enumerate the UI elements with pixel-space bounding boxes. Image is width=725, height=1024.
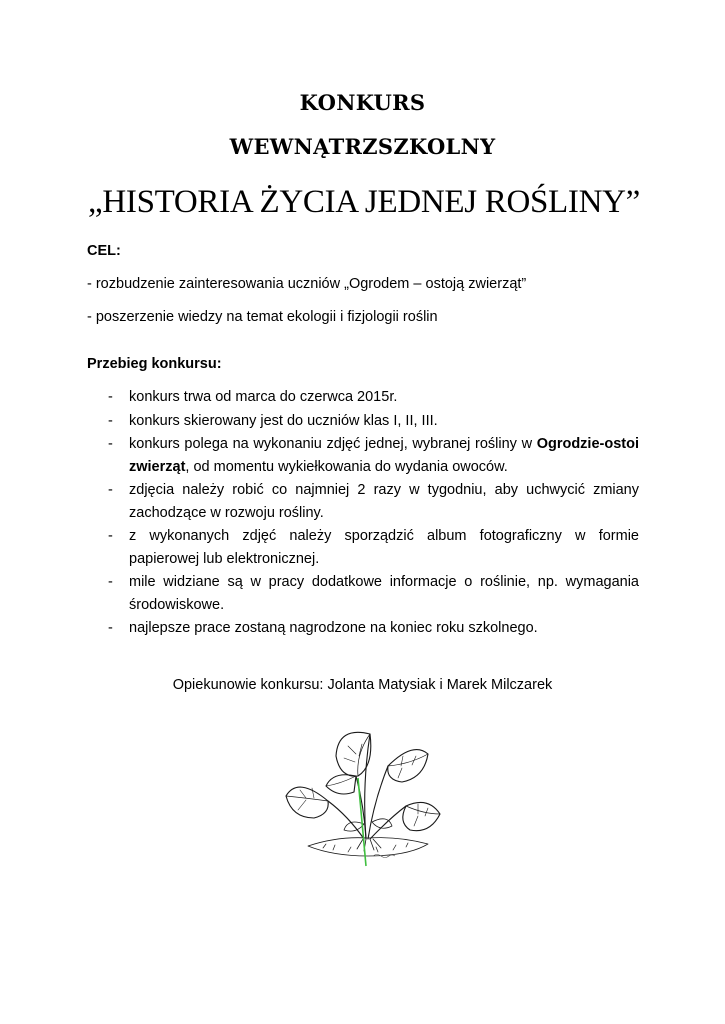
competition-caretakers: Opiekunowie konkursu: Jolanta Matysiak i Marek Milczarek [172, 677, 553, 693]
course-rules-list [87, 386, 639, 641]
goal-item-2: - poszerzenie wiedzy na temat ekologii i fizjologii roślin [87, 309, 438, 325]
plant-drawing-icon [278, 706, 446, 872]
bullet-dash: - [108, 389, 113, 405]
bullet-dash: - [108, 620, 113, 636]
bullet-dash: - [108, 528, 113, 544]
course-heading: Przebieg konkursu: [87, 356, 222, 372]
bullet-dash: - [108, 412, 113, 429]
list-item [87, 479, 639, 524]
list-item [87, 571, 639, 616]
bullet-dash: - [108, 436, 113, 452]
list-item-text-cont: , od momentu wykiełkowania do wydania owoców. [185, 458, 508, 475]
list-item [87, 525, 639, 570]
bullet-dash: - [108, 482, 113, 498]
goal-heading: CEL: [87, 243, 121, 259]
list-item-text: mile widziane są w pracy dodatkowe informacje o roślinie, np. wymagania środowiskowe. [129, 574, 639, 613]
list-item [87, 617, 639, 640]
goal-item-1: - rozbudzenie zainteresowania uczniów „Ogrodem – ostoją zwierząt” [87, 276, 527, 292]
list-item-text: konkurs trwa od marca do czerwca 2015r. [129, 389, 398, 405]
list-item [87, 410, 639, 433]
title-line-1: KONKURS [299, 90, 426, 115]
list-item [87, 386, 639, 409]
competition-title: „HISTORIA ŻYCIA JEDNEJ ROŚLINY” [88, 184, 640, 220]
garden-name: Ogrodzie-ostoi zwierząt [129, 436, 639, 475]
list-item-text: konkurs polega na wykonaniu zdjęć jednej, wybranej rośliny w [129, 436, 537, 452]
list-item-text: z wykonanych zdjęć należy sporządzić album fotograficzny w formie papierowej lub elektronicznej. [129, 528, 639, 567]
list-item [87, 433, 639, 478]
bullet-dash: - [108, 574, 113, 590]
title-line-2: WEWNĄTRZSZKOLNY [229, 134, 496, 159]
list-item-text: zdjęcia należy robić co najmniej 2 razy w tygodniu, aby uchwycić zmiany zachodzące w rozwoju rośliny. [129, 482, 639, 521]
list-item-text: najlepsze prace zostaną nagrodzone na koniec roku szkolnego. [129, 620, 538, 636]
list-item-text: konkurs skierowany jest do uczniów klas I, II, III. [129, 412, 438, 429]
